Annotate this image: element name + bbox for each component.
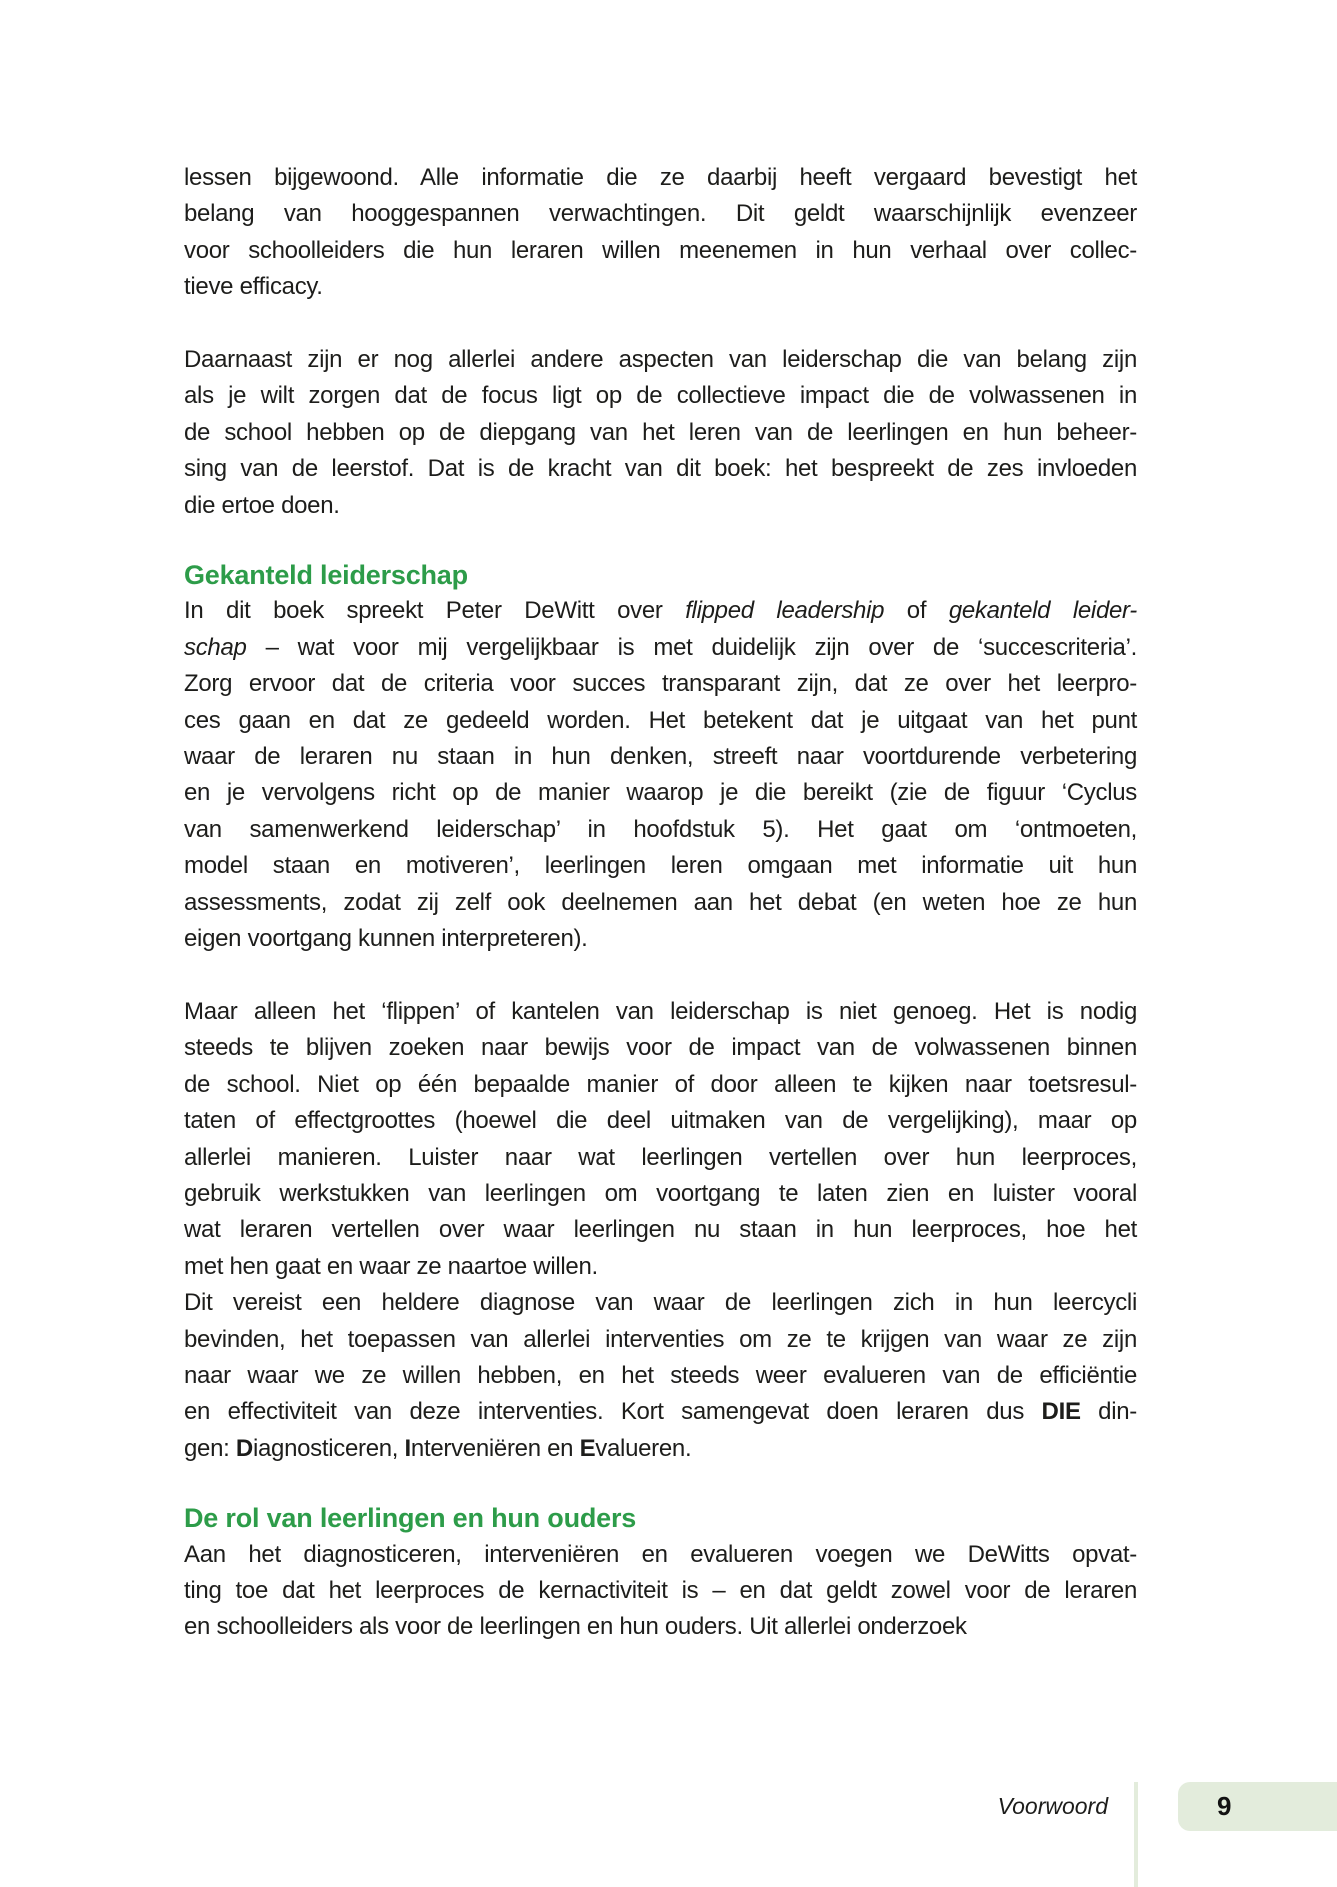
- text-line: [184, 1285, 1137, 1321]
- text-segment: iagnosticeren,: [252, 1434, 405, 1462]
- text-segment: flipped leadership: [685, 597, 885, 625]
- text-segment: waar de leraren nu staan in hun denken, streeft naar voortdurende verbetering: [184, 743, 1137, 771]
- paragraph-6: [184, 1537, 1137, 1646]
- text-segment: de school. Niet op één bepaalde manier of door alleen te kijken naar toetsresul-: [184, 1070, 1137, 1098]
- text-line: [184, 593, 1137, 629]
- page-number-badge: [1178, 1782, 1337, 1831]
- text-line: [184, 739, 1137, 775]
- text-segment: Zorg ervoor dat de criteria voor succes transparant zijn, dat ze over het leerpro-: [184, 670, 1137, 698]
- footer-divider-line: [1134, 1782, 1138, 1887]
- text-segment: bevinden, het toepassen van allerlei interventies om ze te krijgen van waar ze zijn: [184, 1325, 1137, 1353]
- text-line: [184, 1030, 1137, 1066]
- text-segment: assessments, zodat zij zelf ook deelnemen aan het debat (en weten hoe ze hun: [184, 888, 1137, 916]
- text-segment: taten of effectgroottes (hoewel die deel uitmaken van de vergelijking), maar op: [184, 1107, 1137, 1135]
- text-segment: DIE: [1041, 1398, 1081, 1426]
- text-line: [184, 233, 1137, 269]
- text-segment: steeds te blijven zoeken naar bewijs voor de impact van de volwassenen binnen: [184, 1034, 1137, 1062]
- text-line: [184, 160, 1137, 196]
- text-line: [184, 1212, 1137, 1248]
- text-line: [184, 775, 1137, 811]
- text-segment: – wat voor mij vergelijkbaar is met duidelijk zijn over de ‘succescriteria’.: [246, 633, 1137, 661]
- text-segment: naar waar we ze willen hebben, en het steeds weer evalueren van de efficiëntie: [184, 1361, 1137, 1389]
- text-segment: sing van de leerstof. Dat is de kracht van dit boek: het bespreekt de zes invloeden: [184, 455, 1137, 483]
- text-line: [184, 1573, 1137, 1609]
- text-line: [184, 1358, 1137, 1394]
- text-line: [184, 1067, 1137, 1103]
- text-segment: din-: [1080, 1398, 1137, 1426]
- heading-de-rol-van-leerlingen: De rol van leerlingen en hun ouders: [184, 1503, 637, 1534]
- text-segment: als je wilt zorgen dat de focus ligt op de collectieve impact die de volwassenen in: [184, 382, 1137, 410]
- text-segment: wat leraren vertellen over waar leerlingen nu staan in hun leerproces, hoe het: [184, 1216, 1137, 1244]
- text-line: [184, 342, 1137, 378]
- text-segment: met hen gaat en waar ze naartoe willen.: [184, 1252, 598, 1280]
- text-line: [184, 488, 1137, 524]
- text-line: [184, 921, 1137, 957]
- paragraph-2: [184, 342, 1137, 524]
- text-line: [184, 451, 1137, 487]
- heading-gekanteld-leiderschap: Gekanteld leiderschap: [184, 560, 468, 591]
- text-line: [184, 1103, 1137, 1139]
- text-segment: en je vervolgens richt op de manier waarop je die bereikt (zie de figuur ‘Cyclus: [184, 779, 1137, 807]
- paragraph-3: [184, 593, 1137, 957]
- text-line: [184, 703, 1137, 739]
- text-segment: E: [579, 1434, 596, 1462]
- text-segment: Daarnaast zijn er nog allerlei andere aspecten van leiderschap die van belang zijn: [184, 346, 1137, 374]
- text-line: [184, 269, 1137, 305]
- text-segment: valueren.: [595, 1434, 692, 1462]
- text-segment: D: [235, 1434, 253, 1462]
- text-segment: die ertoe doen.: [184, 491, 340, 519]
- text-line: [184, 196, 1137, 232]
- text-segment: I: [404, 1434, 411, 1462]
- text-segment: belang van hooggespannen verwachtingen. Dit geldt waarschijnlijk evenzeer: [184, 200, 1137, 228]
- paragraph-1: [184, 160, 1137, 306]
- footer-section-label: Voorwoord: [997, 1793, 1108, 1819]
- text-line: [184, 1537, 1137, 1573]
- text-line: [184, 630, 1137, 666]
- text-segment: en effectiviteit van deze interventies. Kort samengevat doen leraren dus: [184, 1398, 1042, 1426]
- text-segment: lessen bijgewoond. Alle informatie die ze daarbij heeft vergaard bevestigt het: [184, 164, 1137, 191]
- text-line: [184, 1249, 1137, 1285]
- text-line: [184, 885, 1137, 921]
- text-segment: ting toe dat het leerproces de kernactiviteit is – en dat geldt zowel voor de leraren: [184, 1577, 1137, 1604]
- text-segment: Dit vereist een heldere diagnose van waar de leerlingen zich in hun leercycli: [184, 1289, 1137, 1317]
- text-line: [184, 666, 1137, 702]
- text-segment: voor schoolleiders die hun leraren willen meenemen in hun verhaal over collec-: [184, 236, 1137, 264]
- text-line: [184, 1394, 1137, 1430]
- text-line: [184, 1140, 1137, 1176]
- text-line: [184, 994, 1137, 1030]
- paragraph-5: [184, 1285, 1137, 1467]
- text-line: [184, 1431, 1137, 1467]
- text-segment: Maar alleen het ‘flippen’ of kantelen van leiderschap is niet genoeg. Het is nodig: [184, 997, 1137, 1025]
- text-segment: gekanteld leider-: [948, 597, 1137, 625]
- text-segment: de school hebben op de diepgang van het leren van de leerlingen en hun beheer-: [184, 418, 1137, 446]
- text-segment: Aan het diagnosticeren, interveniëren en evalueren voegen we DeWitts opvat-: [184, 1540, 1137, 1568]
- text-segment: en schoolleiders als voor de leerlingen en hun ouders. Uit allerlei onderzoek: [184, 1613, 967, 1641]
- text-line: [184, 812, 1137, 848]
- page-number: 9: [1217, 1791, 1232, 1821]
- text-segment: model staan en motiveren’, leerlingen leren omgaan met informatie uit hun: [184, 852, 1137, 880]
- text-line: [184, 1609, 1137, 1645]
- paragraph-4: [184, 994, 1137, 1285]
- text-segment: of: [884, 597, 949, 625]
- text-segment: allerlei manieren. Luister naar wat leerlingen vertellen over hun leerproces,: [184, 1143, 1137, 1171]
- text-segment: nterveniëren en: [410, 1434, 580, 1462]
- text-segment: tieve efficacy.: [184, 273, 323, 301]
- text-line: [184, 1322, 1137, 1358]
- text-segment: gebruik werkstukken van leerlingen om voortgang te laten zien en luister vooral: [184, 1179, 1137, 1207]
- text-segment: van samenwerkend leiderschap’ in hoofdstuk 5). Het gaat om ‘ontmoeten,: [184, 815, 1137, 843]
- text-segment: gen:: [184, 1434, 236, 1462]
- text-segment: schap: [184, 633, 247, 661]
- content-column: [184, 160, 1137, 1646]
- text-segment: ces gaan en dat ze gedeeld worden. Het betekent dat je uitgaat van het punt: [184, 706, 1137, 734]
- text-segment: eigen voortgang kunnen interpreteren).: [184, 925, 588, 953]
- text-segment: In dit boek spreekt Peter DeWitt over: [184, 597, 686, 625]
- text-line: [184, 415, 1137, 451]
- text-line: [184, 848, 1137, 884]
- text-line: [184, 378, 1137, 414]
- text-line: [184, 1176, 1137, 1212]
